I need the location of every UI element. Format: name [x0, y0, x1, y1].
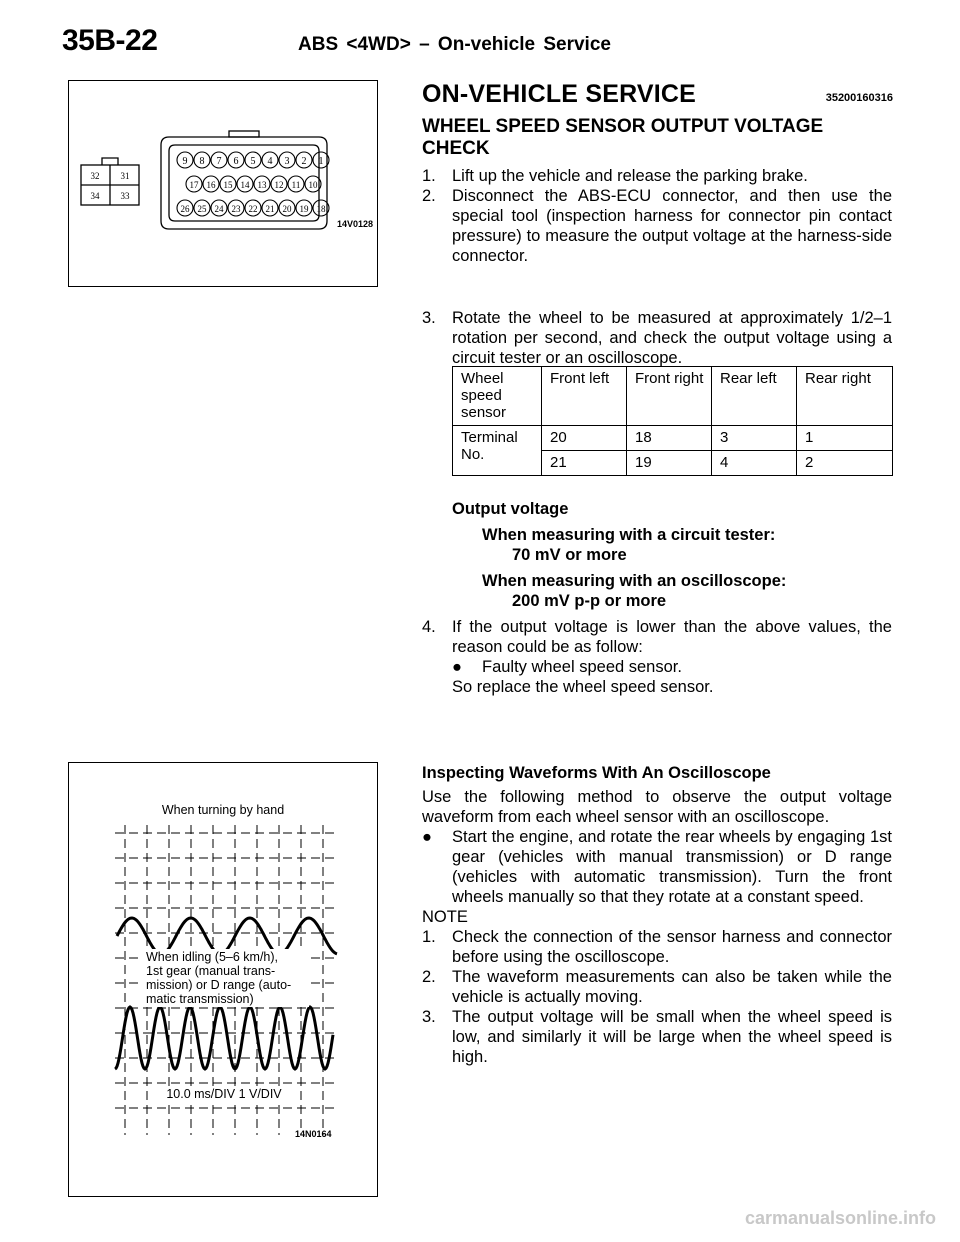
label-idling: When idling (5–6 km/h),	[146, 950, 279, 964]
label-idling: matic transmission)	[146, 992, 254, 1006]
table-header-cell: Rear left	[712, 367, 797, 426]
waveform-heading: Inspecting Waveforms With An Oscilloscope	[422, 764, 771, 782]
tester-label: When measuring with a circuit tester:	[482, 526, 776, 544]
steps-1-2	[422, 166, 892, 266]
table-header-cell: Rear right	[797, 367, 893, 426]
scope-label: When measuring with an oscilloscope:	[482, 572, 787, 590]
pin-label: 31	[120, 171, 130, 181]
connector-diagram	[69, 81, 377, 286]
waveform-turning-by-hand	[117, 918, 337, 954]
pin-number: 12	[274, 180, 284, 190]
pin-number: 10	[308, 180, 318, 190]
pin-number: 5	[250, 156, 256, 167]
pin-number: 7	[216, 156, 222, 167]
table-header-row	[453, 367, 893, 426]
output-voltage-label: Output voltage	[452, 500, 569, 518]
table-cell: 18	[627, 426, 712, 451]
pin-number: 23	[231, 204, 241, 214]
table-cell: 20	[542, 426, 627, 451]
label-idling: mission) or D range (auto-	[146, 978, 292, 992]
waveform-bullet: ● Start the engine, and rotate the rear wheels by engaging 1st gear (vehicles with manual transmission) or D range (vehicles with automatic transmission). Turn the front wheels manually so that they rotate at a constant speed.	[422, 828, 892, 906]
waveform-idling	[115, 1007, 333, 1069]
pin-number: 14	[240, 180, 250, 190]
pin-number: 11	[291, 180, 301, 190]
pin-number: 22	[248, 204, 258, 214]
pin-number: 15	[223, 180, 233, 190]
table-cell: 3	[712, 426, 797, 451]
pin-number: 6	[233, 156, 239, 167]
waveform-intro: Use the following method to observe the output voltage waveform from each wheel sensor with an oscilloscope.	[422, 788, 892, 826]
pin-number: 2	[301, 156, 307, 167]
oscilloscope-figure	[68, 762, 378, 1197]
step-1: 1. Lift up the vehicle and release the parking brake.	[422, 167, 808, 185]
tester-value: 70 mV or more	[512, 546, 627, 564]
step-3: 3. Rotate the wheel to be measured at approximately 1/2–1 rotation per second, and check the output voltage using a circuit tester or an oscilloscope.	[422, 309, 892, 367]
pin-number: 16	[206, 180, 216, 190]
terminal-table	[452, 366, 893, 476]
pin-number: 13	[257, 180, 267, 190]
step-4-after: So replace the wheel speed sensor.	[452, 678, 714, 696]
label-scale: 10.0 ms/DIV 1 V/DIV	[166, 1087, 282, 1101]
table-header-cell: Front left	[542, 367, 627, 426]
table-row-label: Terminal No.	[453, 426, 542, 476]
step-4: 4. If the output voltage is lower than the above values, the reason could be as follow:	[422, 618, 892, 656]
oscilloscope-diagram	[69, 763, 377, 1196]
bullet-dot: ●	[452, 658, 462, 676]
table-header-cell: Wheel speed sensor	[453, 367, 542, 426]
section-subtitle: WHEEL SPEED SENSOR OUTPUT VOLTAGE CHECK	[422, 116, 824, 159]
pin-number: 25	[197, 204, 207, 214]
pin-number: 4	[267, 156, 273, 167]
pin-number: 21	[265, 204, 275, 214]
step-2: 2. Disconnect the ABS-ECU connector, and then use the special tool (inspection harness for connector pin contact pressure) to measure the output voltage at the harness-side connector.	[422, 187, 892, 265]
connector-pins	[177, 152, 329, 216]
pin-number: 8	[199, 156, 205, 167]
table-row	[453, 426, 893, 451]
figure-ref: 14V0128	[337, 219, 374, 229]
note-label: NOTE	[422, 908, 468, 926]
connector-figure	[68, 80, 378, 287]
pin-label: 32	[90, 171, 100, 181]
page-number: 35B-22	[62, 24, 158, 57]
label-idling: 1st gear (manual trans-	[146, 964, 276, 978]
pin-number: 18	[316, 204, 326, 214]
table-cell: 2	[797, 451, 893, 476]
pin-number: 20	[282, 204, 292, 214]
pin-number: 19	[299, 204, 309, 214]
table-cell: 1	[797, 426, 893, 451]
figure-ref: 14N0164	[295, 1129, 332, 1139]
label-turning-by-hand: When turning by hand	[161, 803, 285, 817]
notes-list	[422, 927, 892, 1067]
watermark: carmanualsonline.info	[744, 1208, 936, 1228]
table-cell: 21	[542, 451, 627, 476]
table-cell: 19	[627, 451, 712, 476]
pin-number: 1	[318, 156, 324, 167]
bullet-dot: ●	[422, 828, 432, 846]
section-title: ON-VEHICLE SERVICE	[422, 80, 697, 108]
pin-label: 34	[90, 191, 100, 201]
pin-number: 26	[180, 204, 190, 214]
table-cell: 4	[712, 451, 797, 476]
page-header-title: ABS <4WD> – On-vehicle Service	[298, 34, 611, 55]
step-3-list	[422, 308, 892, 368]
note-item: 3. The output voltage will be small when the wheel speed is low, and similarly it will be large when the wheel speed is high.	[422, 1008, 892, 1066]
scope-value: 200 mV p-p or more	[512, 592, 667, 610]
pin-number: 3	[284, 156, 290, 167]
pin-label: 33	[120, 191, 130, 201]
section-code: 35200160316	[825, 92, 893, 104]
step-4-list	[422, 617, 892, 657]
pin-number: 17	[189, 180, 199, 190]
note-item: 2. The waveform measurements can also be taken while the vehicle is actually moving.	[422, 968, 892, 1006]
note-item: 1. Check the connection of the sensor harness and connector before using the oscilloscope.	[422, 928, 892, 966]
pin-number: 9	[182, 156, 188, 167]
table-header-cell: Front right	[627, 367, 712, 426]
pin-number: 24	[214, 204, 224, 214]
step-4-bullet: ● Faulty wheel speed sensor.	[452, 658, 682, 676]
